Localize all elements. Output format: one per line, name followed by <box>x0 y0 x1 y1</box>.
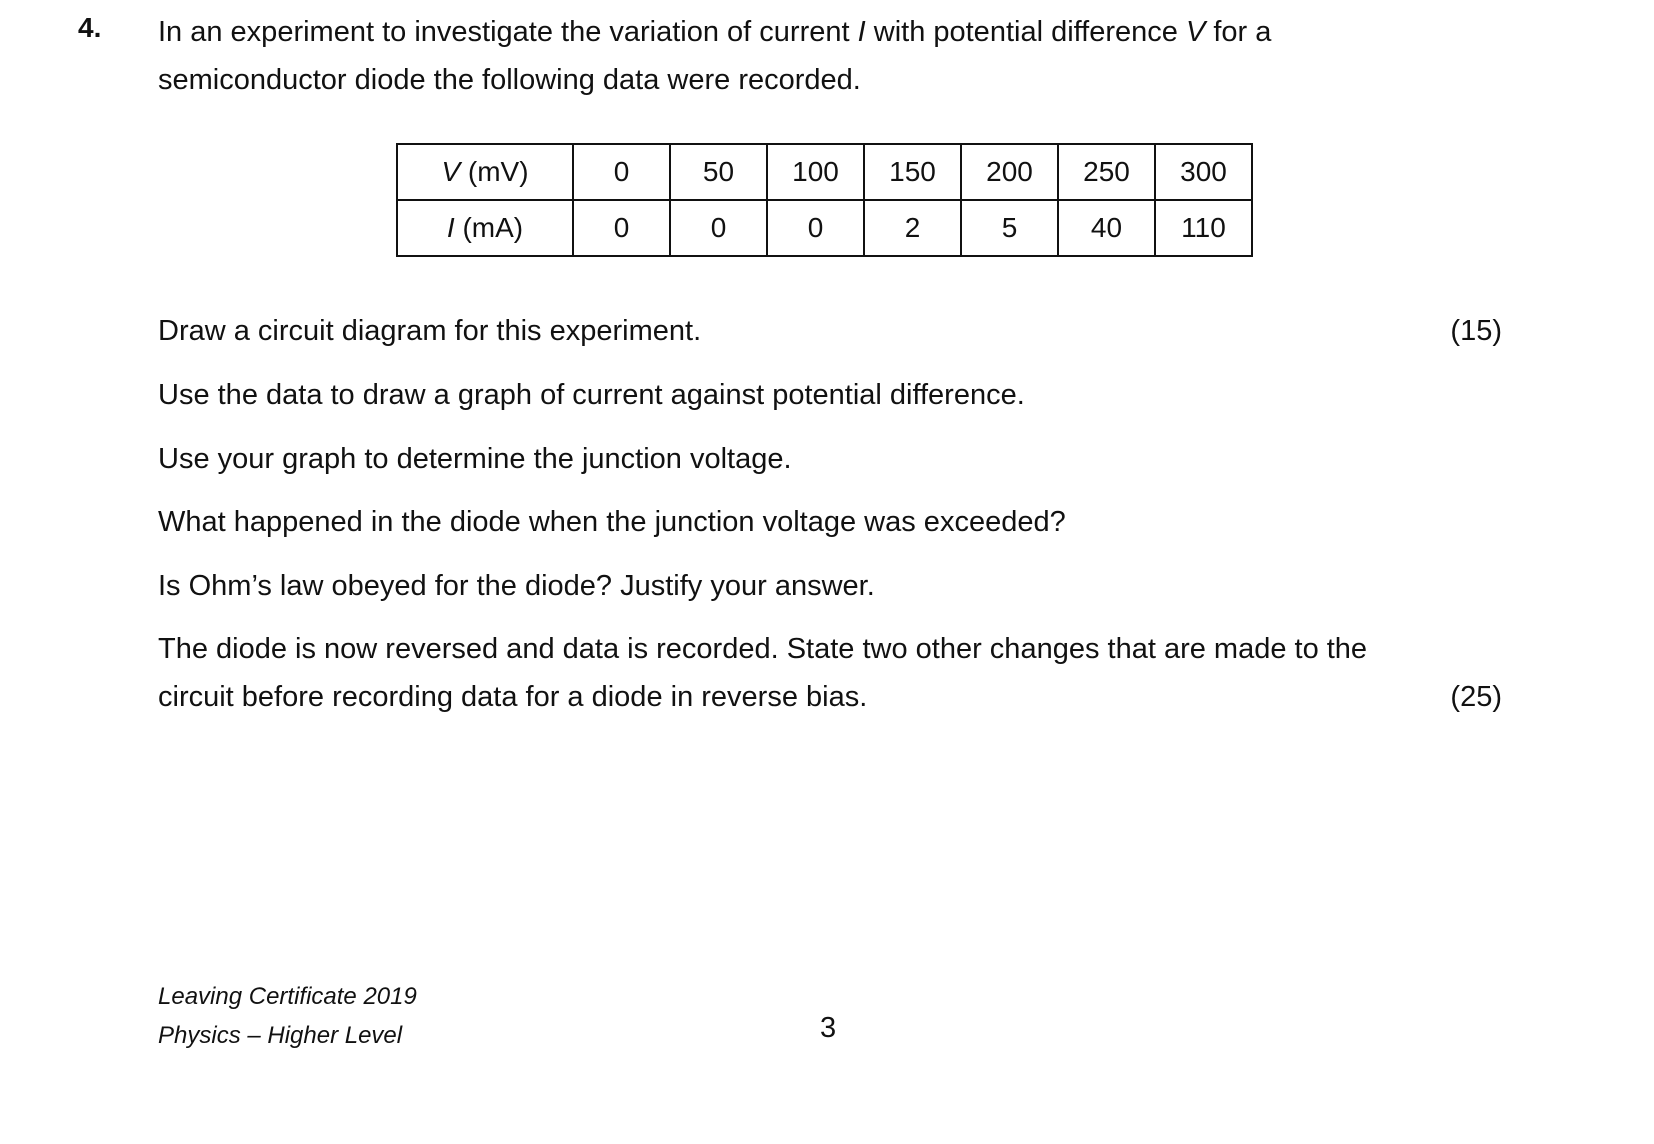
voltage-cell: 250 <box>1058 144 1155 200</box>
intro-text-c: for a <box>1205 16 1272 48</box>
current-cell: 0 <box>670 200 767 256</box>
page-number: 3 <box>820 1012 837 1044</box>
current-header-unit: (mA) <box>454 212 524 243</box>
marks-15: (15) <box>1450 315 1502 347</box>
task-draw-graph: Use the data to draw a graph of current against potential difference. <box>158 379 1025 411</box>
voltage-header-cell <box>397 144 573 200</box>
intro-text-b: with potential difference <box>865 16 1186 48</box>
question-intro <box>158 8 1578 104</box>
voltage-cell: 0 <box>573 144 670 200</box>
table-row-voltage <box>397 144 1252 200</box>
variable-voltage: V <box>1185 16 1206 48</box>
voltage-cell: 200 <box>961 144 1058 200</box>
intro-line-1 <box>158 8 1578 56</box>
voltage-cell: 100 <box>767 144 864 200</box>
current-cell: 0 <box>573 200 670 256</box>
marks-25: (25) <box>1450 681 1502 713</box>
voltage-cell: 300 <box>1155 144 1252 200</box>
footer-subject-level: Physics – Higher Level <box>158 1022 403 1049</box>
footer-exam-info <box>158 977 417 1055</box>
task-junction-voltage: Use your graph to determine the junction voltage. <box>158 443 792 475</box>
voltage-cell: 150 <box>864 144 961 200</box>
task-reverse-bias-line-1: The diode is now reversed and data is recorded. State two other changes that are made to the <box>158 633 1368 665</box>
current-cell: 5 <box>961 200 1058 256</box>
footer-exam-year: Leaving Certificate 2019 <box>158 983 417 1010</box>
data-table <box>396 143 1253 257</box>
current-header-var: I <box>446 212 455 243</box>
task-ohms-law: Is Ohm’s law obeyed for the diode? Justify your answer. <box>158 570 875 602</box>
intro-line-2: semiconductor diode the following data were recorded. <box>158 64 861 96</box>
voltage-header-var: V <box>441 156 461 187</box>
current-cell: 40 <box>1058 200 1155 256</box>
intro-text-a: In an experiment to investigate the variation of current <box>158 16 858 48</box>
question-number: 4. <box>78 12 102 43</box>
variable-current: I <box>857 16 866 48</box>
voltage-cell: 50 <box>670 144 767 200</box>
voltage-header-unit: (mV) <box>460 156 529 187</box>
current-cell: 0 <box>767 200 864 256</box>
current-header-cell <box>397 200 573 256</box>
task-reverse-bias-line-2: circuit before recording data for a diode in reverse bias. <box>158 681 868 713</box>
current-cell: 2 <box>864 200 961 256</box>
task-diode-behaviour: What happened in the diode when the junction voltage was exceeded? <box>158 506 1066 538</box>
table-row-current <box>397 200 1252 256</box>
current-cell: 110 <box>1155 200 1252 256</box>
task-circuit-diagram: Draw a circuit diagram for this experiment. <box>158 315 702 347</box>
